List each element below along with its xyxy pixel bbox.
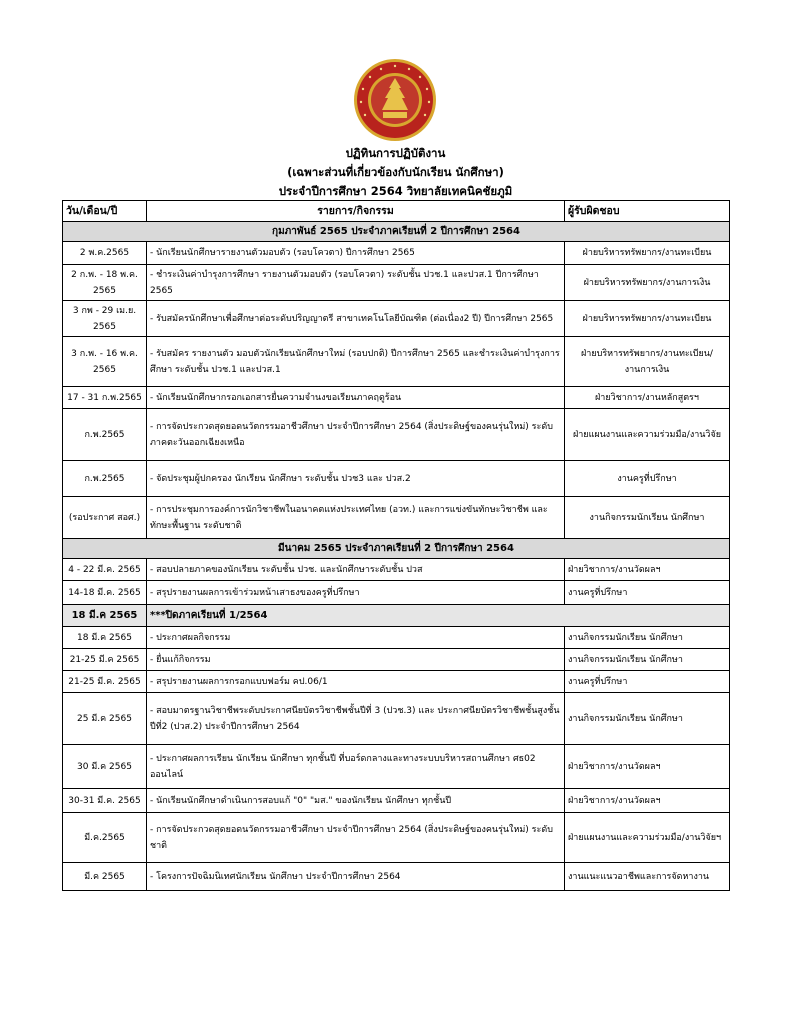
table-row — [63, 409, 730, 461]
row-owner: ฝ่ายแผนงานและความร่วมมือ/งานวิจัย — [565, 409, 730, 461]
table-row — [63, 265, 730, 301]
row-owner: ฝ่ายบริหารทรัพยากร/งานทะเบียน/งานการเงิน — [565, 337, 730, 387]
header-owner: ผู้รับผิดชอบ — [565, 201, 730, 222]
row-activity: - รับสมัคร รายงานตัว มอบตัวนักเรียนนักศึกษาใหม่ (รอบปกติ) ปีการศึกษา 2565 และชำระเงินค่าบำรุงการศึกษา ระดับชั้น ปวช.1 และปวส.1 — [147, 337, 565, 387]
row-date: 21-25 มี.ค 2565 — [63, 649, 147, 671]
header-date: วัน/เดือน/ปี — [63, 201, 147, 222]
header-activity: รายการ/กิจกรรม — [147, 201, 565, 222]
row-owner: งานกิจกรรมนักเรียน นักศึกษา — [565, 497, 730, 539]
table-row — [63, 559, 730, 581]
row-date: 2 ก.พ. - 18 พ.ค. 2565 — [63, 265, 147, 301]
row-owner: ฝ่ายแผนงานและความร่วมมือ/งานวิจัยฯ — [565, 813, 730, 863]
table-row — [63, 671, 730, 693]
term-end-note: ***ปิดภาคเรียนที่ 1/2564 — [147, 605, 730, 627]
row-owner: ฝ่ายวิชาการ/งานหลักสูตรฯ — [565, 387, 730, 409]
row-date: ก.พ.2565 — [63, 409, 147, 461]
row-activity: - ยื่นแก้กิจกรรม — [147, 649, 565, 671]
term-end-row — [63, 605, 730, 627]
table-row — [63, 581, 730, 605]
table-row — [63, 337, 730, 387]
row-activity: - นักเรียนนักศึกษารายงานตัวมอบตัว (รอบโควตา) ปีการศึกษา 2565 — [147, 242, 565, 265]
table-header-row — [63, 201, 730, 222]
row-date: 3 กพ - 29 เม.ย. 2565 — [63, 301, 147, 337]
table-row — [63, 789, 730, 813]
table-row — [63, 461, 730, 497]
row-activity: - สอบปลายภาคของนักเรียน ระดับชั้น ปวช. และนักศึกษาระดับชั้น ปวส — [147, 559, 565, 581]
title-line-2: (เฉพาะส่วนที่เกี่ยวข้องกับนักเรียน นักศึกษา) — [287, 165, 504, 179]
row-activity: - จัดประชุมผู้ปกครอง นักเรียน นักศึกษา ระดับชั้น ปวช3 และ ปวส.2 — [147, 461, 565, 497]
row-activity: - นักเรียนนักศึกษากรอกเอกสารยื่นความจำนงขอเรียนภาคฤดูร้อน — [147, 387, 565, 409]
calendar-table — [62, 200, 730, 891]
row-activity: - สอบมาตรฐานวิชาชีพระดับประกาศนียบัตรวิชาชีพชั้นปีที่ 3 (ปวช.3) และ ประกาศนียบัตรวิชาชีพชั้นสูงชั้นปีที่2 (ปวส.2) ประจำปีการศึกษา 2564 — [147, 693, 565, 745]
row-date: 18 มี.ค 2565 — [63, 605, 147, 627]
row-date: 30-31 มี.ค. 2565 — [63, 789, 147, 813]
row-activity: - โครงการปัจฉิมนิเทศนักเรียน นักศึกษา ประจำปีการศึกษา 2564 — [147, 863, 565, 891]
month-section-row — [63, 222, 730, 242]
row-date: 14-18 มี.ค. 2565 — [63, 581, 147, 605]
table-row — [63, 693, 730, 745]
row-owner: งานกิจกรรมนักเรียน นักศึกษา — [565, 649, 730, 671]
row-activity: - การจัดประกวดสุดยอดนวัตกรรมอาชีวศึกษา ประจำปีการศึกษา 2564 (สิ่งประดิษฐ์ของคนรุ่นใหม่) ระดับภาคตะวันออกเฉียงเหนือ — [147, 409, 565, 461]
table-row — [63, 497, 730, 539]
row-activity: - รับสมัครนักศึกษาเพื่อศึกษาต่อระดับปริญญาตรี สาขาเทคโนโลยีบัณฑิต (ต่อเนื่อง2 ปี) ปีการศึกษา 2565 — [147, 301, 565, 337]
month-section-title: กุมภาพันธ์ 2565 ประจำภาคเรียนที่ 2 ปีการศึกษา 2564 — [63, 222, 730, 242]
row-owner: ฝ่ายวิชาการ/งานวัดผลฯ — [565, 745, 730, 789]
title-line-1: ปฏิทินการปฏิบัติงาน — [345, 146, 446, 160]
table-row — [63, 745, 730, 789]
row-owner: ฝ่ายวิชาการ/งานวัดผลฯ — [565, 789, 730, 813]
row-owner: งานครูที่ปรึกษา — [565, 461, 730, 497]
month-section-title: มีนาคม 2565 ประจำภาคเรียนที่ 2 ปีการศึกษา 2564 — [63, 539, 730, 559]
table-row — [63, 627, 730, 649]
row-date: 17 - 31 ก.พ.2565 — [63, 387, 147, 409]
table-row — [63, 649, 730, 671]
row-owner: งานกิจกรรมนักเรียน นักศึกษา — [565, 627, 730, 649]
row-activity: - สรุปรายงานผลการเข้าร่วมหน้าเสาธงของครูที่ปรึกษา — [147, 581, 565, 605]
row-date: 2 พ.ค.2565 — [63, 242, 147, 265]
college-seal-logo — [353, 58, 437, 142]
table-row — [63, 813, 730, 863]
row-date: (รอประกาศ สอศ.) — [63, 497, 147, 539]
row-activity: - นักเรียนนักศึกษาดำเนินการสอบแก้ "0" "มส." ของนักเรียน นักศึกษา ทุกชั้นปี — [147, 789, 565, 813]
row-activity: - การจัดประกวดสุดยอดนวัตกรรมอาชีวศึกษา ประจำปีการศึกษา 2564 (สิ่งประดิษฐ์ของคนรุ่นใหม่) ระดับชาติ — [147, 813, 565, 863]
table-row — [63, 387, 730, 409]
row-date: 25 มี.ค 2565 — [63, 693, 147, 745]
row-date: 3 ก.พ. - 16 พ.ค. 2565 — [63, 337, 147, 387]
table-row — [63, 301, 730, 337]
table-row — [63, 863, 730, 891]
row-owner: ฝ่ายวิชาการ/งานวัดผลฯ — [565, 559, 730, 581]
row-owner: งานครูที่ปรึกษา — [565, 581, 730, 605]
row-date: มี.ค.2565 — [63, 813, 147, 863]
month-section-row — [63, 539, 730, 559]
row-activity: - การประชุมการองค์การนักวิชาชีพในอนาคตแห่งประเทศไทย (อวท.) และการแข่งขันทักษะวิชาชีพ และทักษะพื้นฐาน ระดับชาติ — [147, 497, 565, 539]
row-owner: ฝ่ายบริหารทรัพยากร/งานทะเบียน — [565, 242, 730, 265]
row-activity: - ประกาศผลกิจกรรม — [147, 627, 565, 649]
row-date: 21-25 มี.ค. 2565 — [63, 671, 147, 693]
row-date: 30 มี.ค 2565 — [63, 745, 147, 789]
document-titles — [0, 144, 791, 201]
row-date: มี.ค 2565 — [63, 863, 147, 891]
row-date: ก.พ.2565 — [63, 461, 147, 497]
row-owner: งานครูที่ปรึกษา — [565, 671, 730, 693]
title-line-3: ประจำปีการศึกษา 2564 วิทยาลัยเทคนิคชัยภูมิ — [278, 184, 513, 198]
row-activity: - ชำระเงินค่าบำรุงการศึกษา รายงานตัวมอบตัว (รอบโควตา) ระดับชั้น ปวช.1 และปวส.1 ปีการศึกษา 2565 — [147, 265, 565, 301]
row-owner: งานแนะแนวอาชีพและการจัดหางาน — [565, 863, 730, 891]
row-owner: ฝ่ายบริหารทรัพยากร/งานทะเบียน — [565, 301, 730, 337]
row-date: 18 มี.ค 2565 — [63, 627, 147, 649]
row-date: 4 - 22 มี.ค. 2565 — [63, 559, 147, 581]
row-owner: ฝ่ายบริหารทรัพยากร/งานการเงิน — [565, 265, 730, 301]
table-row — [63, 242, 730, 265]
row-activity: - ประกาศผลการเรียน นักเรียน นักศึกษา ทุกชั้นปี ที่บอร์ดกลางและทางระบบบริหารสถานศึกษา ศธ02 ออนไลน์ — [147, 745, 565, 789]
row-owner: งานกิจกรรมนักเรียน นักศึกษา — [565, 693, 730, 745]
row-activity: - สรุปรายงานผลการกรอกแบบฟอร์ม คป.06/1 — [147, 671, 565, 693]
